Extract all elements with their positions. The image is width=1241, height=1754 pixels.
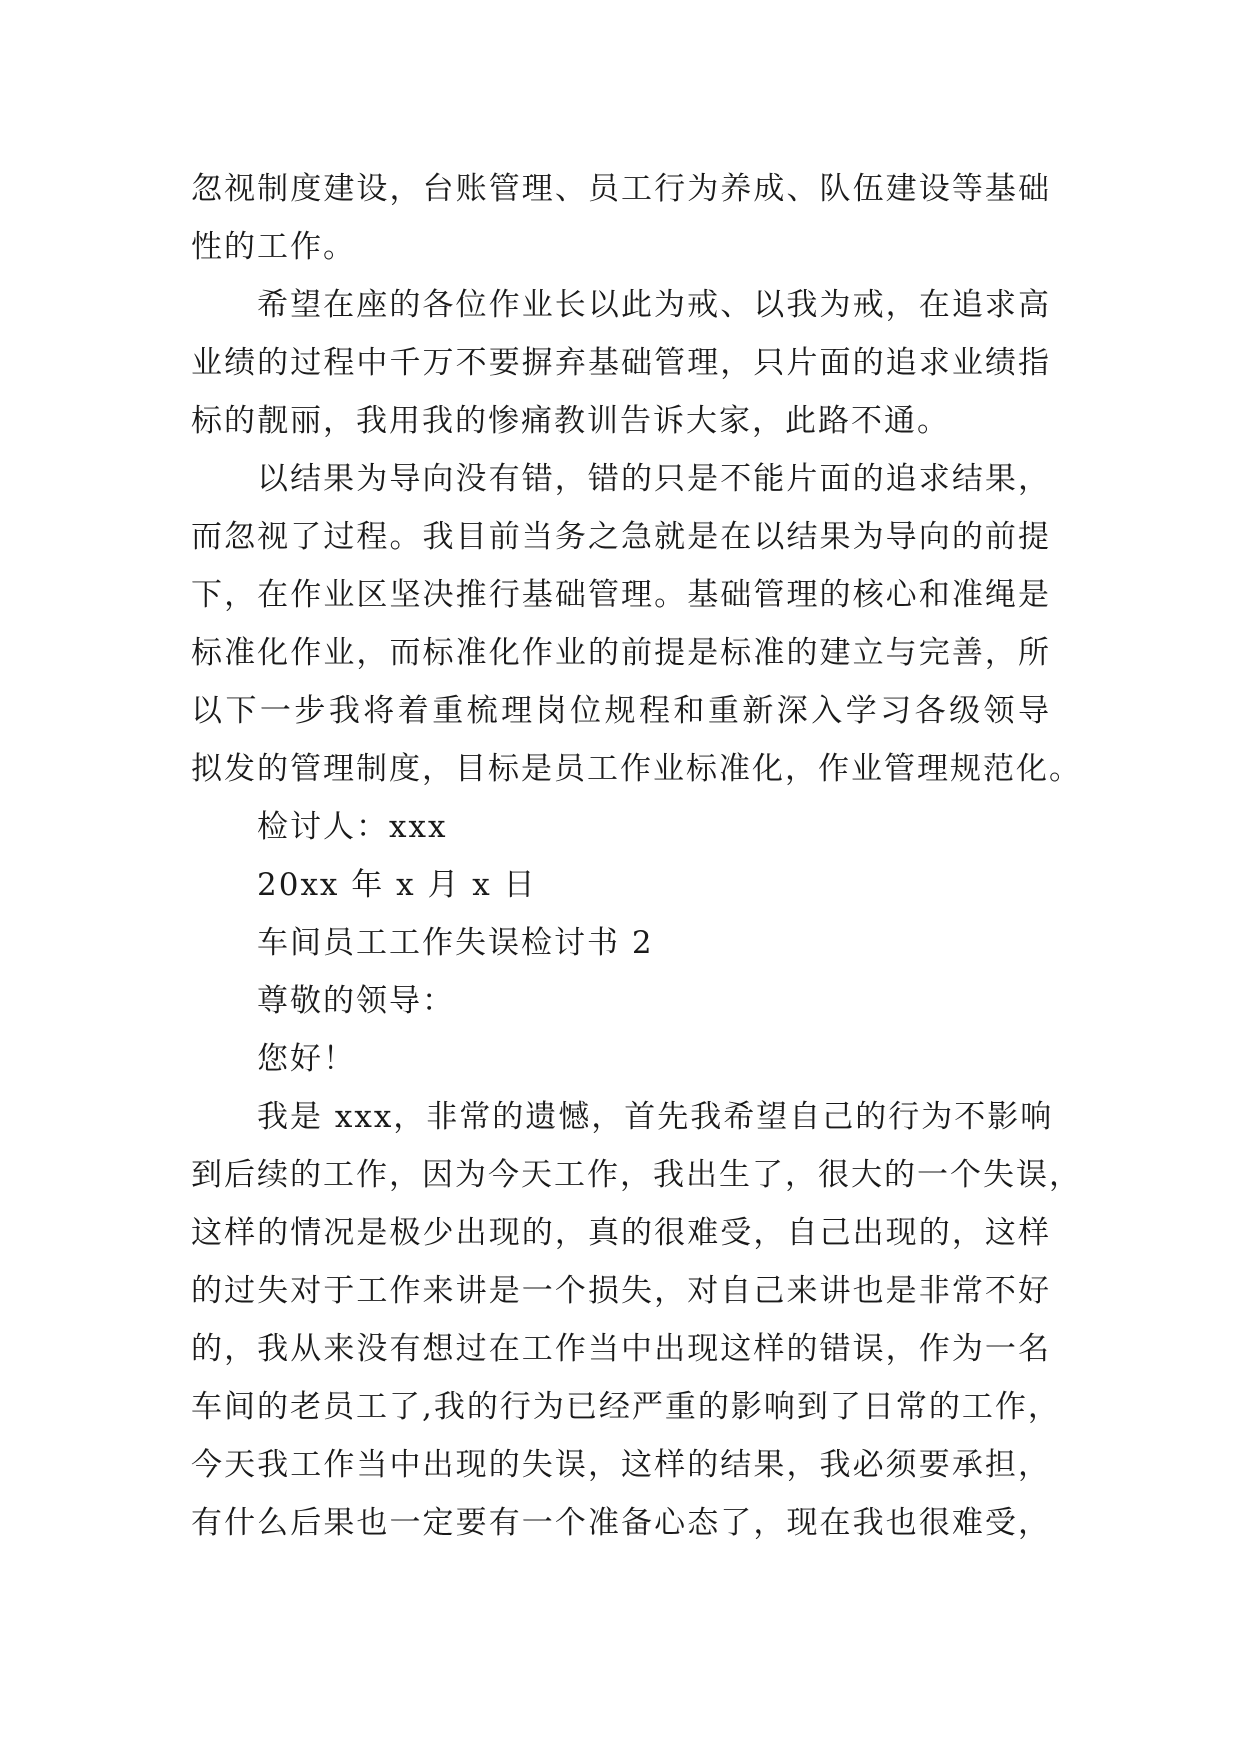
body-line: 而忽视了过程。我目前当务之急就是在以结果为导向的前提 [191,519,1051,555]
body-line: 有什么后果也一定要有一个准备心态了，现在我也很难受， [191,1505,1051,1541]
signature-date: 20xx 年 x 月 x 日 [257,867,537,903]
body-line: 下，在作业区坚决推行基础管理。基础管理的核心和准绳是 [191,577,1051,613]
paragraph-first-line: 我是 xxx，非常的遗憾，首先我希望自己的行为不影响 [257,1099,1054,1135]
body-line: 业绩的过程中千万不要摒弃基础管理，只片面的追求业绩指 [191,345,1051,381]
body-line: 今天我工作当中出现的失误，这样的结果，我必须要承担， [191,1447,1051,1483]
section-title: 车间员工工作失误检讨书 2 [257,925,654,961]
body-line: 这样的情况是极少出现的，真的很难受，自己出现的，这样 [191,1215,1051,1251]
body-line: 的，我从来没有想过在工作当中出现这样的错误，作为一名 [191,1331,1051,1367]
salutation: 尊敬的领导： [257,983,455,1019]
body-line: 忽视制度建设，台账管理、员工行为养成、队伍建设等基础 [191,171,1051,207]
greeting: 您好！ [257,1041,356,1077]
body-line: 性的工作。 [191,229,356,265]
document-body [191,160,1082,1552]
body-line: 的过失对于工作来讲是一个损失，对自己来讲也是非常不好 [191,1273,1051,1309]
body-line: 拟发的管理制度，目标是员工作业标准化，作业管理规范化。 [191,751,1082,787]
body-line: 以下一步我将着重梳理岗位规程和重新深入学习各级领导 [191,693,1051,729]
body-line: 标准化作业，而标准化作业的前提是标准的建立与完善，所 [191,635,1051,671]
paragraph-first-line: 以结果为导向没有错，错的只是不能片面的追求结果， [257,461,1051,497]
paragraph-first-line: 希望在座的各位作业长以此为戒、以我为戒，在追求高 [257,287,1051,323]
body-line: 到后续的工作，因为今天工作，我出生了，很大的一个失误， [191,1157,1082,1193]
body-line: 车间的老员工了,我的行为已经严重的影响到了日常的工作， [191,1389,1061,1425]
body-line: 标的靓丽，我用我的惨痛教训告诉大家，此路不通。 [191,403,950,439]
signature-author: 检讨人：xxx [257,809,448,845]
